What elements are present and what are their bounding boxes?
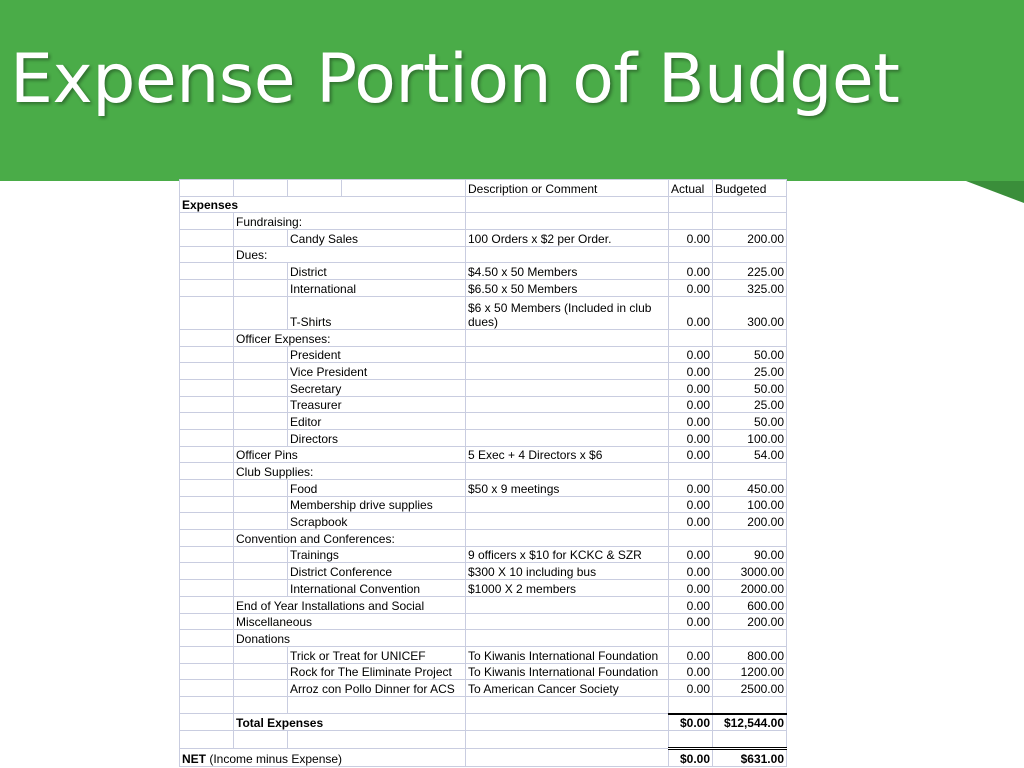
row-description: 5 Exec + 4 Directors x $6 <box>466 446 669 463</box>
row-label: Treasurer <box>288 396 466 413</box>
row-budgeted: 50.00 <box>713 379 787 396</box>
table-row <box>180 613 787 630</box>
row-budgeted: 90.00 <box>713 546 787 563</box>
row-description <box>466 379 669 396</box>
table-row <box>180 396 787 413</box>
row-description <box>466 246 669 263</box>
row-budgeted <box>713 213 787 230</box>
table-row <box>180 480 787 497</box>
row-description: 9 officers x $10 for KCKC & SZR <box>466 546 669 563</box>
row-budgeted <box>713 630 787 647</box>
row-actual: 0.00 <box>669 413 713 430</box>
row-budgeted: 2000.00 <box>713 580 787 597</box>
row-budgeted: 25.00 <box>713 396 787 413</box>
row-label: Club Supplies: <box>234 463 466 480</box>
row-label: Vice President <box>288 363 466 380</box>
row-budgeted: 2500.00 <box>713 680 787 697</box>
table-row <box>180 596 787 613</box>
row-description <box>466 363 669 380</box>
row-budgeted <box>713 463 787 480</box>
row-actual: 0.00 <box>669 480 713 497</box>
header-description: Description or Comment <box>466 180 669 197</box>
table-row <box>180 379 787 396</box>
row-actual: 0.00 <box>669 546 713 563</box>
row-description <box>466 463 669 480</box>
table-row <box>180 513 787 530</box>
row-description <box>466 213 669 230</box>
table-row <box>180 563 787 580</box>
table-row <box>180 680 787 697</box>
table-row <box>180 646 787 663</box>
section-row <box>180 196 787 213</box>
row-budgeted: 200.00 <box>713 513 787 530</box>
table-row <box>180 429 787 446</box>
row-description: To American Cancer Society <box>466 680 669 697</box>
row-label: Miscellaneous <box>234 613 466 630</box>
table-row <box>180 463 787 480</box>
row-budgeted: 50.00 <box>713 346 787 363</box>
table-row <box>180 329 787 346</box>
row-description <box>466 429 669 446</box>
row-label: Officer Pins <box>234 446 466 463</box>
row-actual: 0.00 <box>669 230 713 247</box>
row-actual: 0.00 <box>669 379 713 396</box>
row-budgeted: 325.00 <box>713 280 787 297</box>
row-actual: 0.00 <box>669 580 713 597</box>
row-label: End of Year Installations and Social <box>234 596 466 613</box>
net-label <box>180 749 466 767</box>
row-description <box>466 496 669 513</box>
row-description <box>466 530 669 547</box>
row-label: T-Shirts <box>288 296 466 329</box>
row-budgeted: 1200.00 <box>713 663 787 680</box>
table-row <box>180 446 787 463</box>
row-description: $4.50 x 50 Members <box>466 263 669 280</box>
header-actual: Actual <box>669 180 713 197</box>
row-budgeted: 225.00 <box>713 263 787 280</box>
row-budgeted: 100.00 <box>713 496 787 513</box>
row-actual: 0.00 <box>669 563 713 580</box>
row-label: International <box>288 280 466 297</box>
row-label: Directors <box>288 429 466 446</box>
net-row <box>180 749 787 767</box>
row-description: To Kiwanis International Foundation <box>466 663 669 680</box>
blank-row <box>180 731 787 749</box>
row-actual: 0.00 <box>669 596 713 613</box>
row-description <box>466 613 669 630</box>
row-actual: 0.00 <box>669 429 713 446</box>
row-description <box>466 596 669 613</box>
section-label: Expenses <box>180 196 466 213</box>
row-budgeted: 25.00 <box>713 363 787 380</box>
row-description: $50 x 9 meetings <box>466 480 669 497</box>
header-budgeted: Budgeted <box>713 180 787 197</box>
row-budgeted <box>713 246 787 263</box>
row-description <box>466 630 669 647</box>
row-description: To Kiwanis International Foundation <box>466 646 669 663</box>
row-budgeted <box>713 329 787 346</box>
table-row <box>180 246 787 263</box>
row-description: 100 Orders x $2 per Order. <box>466 230 669 247</box>
net-budgeted: $631.00 <box>713 749 787 767</box>
table-row <box>180 363 787 380</box>
row-label: Editor <box>288 413 466 430</box>
row-budgeted: 450.00 <box>713 480 787 497</box>
row-actual <box>669 329 713 346</box>
table-row <box>180 546 787 563</box>
row-actual: 0.00 <box>669 346 713 363</box>
row-actual <box>669 530 713 547</box>
row-label: International Convention <box>288 580 466 597</box>
table-row <box>180 530 787 547</box>
row-actual: 0.00 <box>669 613 713 630</box>
slide-title: Expense Portion of Budget <box>10 40 900 119</box>
row-budgeted: 200.00 <box>713 613 787 630</box>
row-actual: 0.00 <box>669 496 713 513</box>
row-description <box>466 346 669 363</box>
row-actual <box>669 246 713 263</box>
total-label: Total Expenses <box>234 714 466 731</box>
row-budgeted: 600.00 <box>713 596 787 613</box>
row-label: Candy Sales <box>288 230 466 247</box>
row-actual: 0.00 <box>669 263 713 280</box>
table-row <box>180 630 787 647</box>
row-label: Fundraising: <box>234 213 466 230</box>
row-label: District Conference <box>288 563 466 580</box>
table-row <box>180 346 787 363</box>
row-actual: 0.00 <box>669 280 713 297</box>
row-budgeted: 50.00 <box>713 413 787 430</box>
row-label: Arroz con Pollo Dinner for ACS <box>288 680 466 697</box>
row-budgeted: 300.00 <box>713 296 787 329</box>
row-actual: 0.00 <box>669 396 713 413</box>
row-actual: 0.00 <box>669 646 713 663</box>
row-actual: 0.00 <box>669 363 713 380</box>
table-row <box>180 230 787 247</box>
net-label-bold: NET <box>182 751 206 766</box>
row-description: $6 x 50 Members (Included in club dues) <box>466 296 669 329</box>
total-budgeted: $12,544.00 <box>713 714 787 731</box>
row-actual <box>669 213 713 230</box>
budget-table <box>179 179 787 767</box>
row-label: Dues: <box>234 246 466 263</box>
table-row <box>180 580 787 597</box>
row-label: Donations <box>234 630 466 647</box>
row-label: Secretary <box>288 379 466 396</box>
row-actual: 0.00 <box>669 513 713 530</box>
row-label: District <box>288 263 466 280</box>
table-row <box>180 496 787 513</box>
row-description <box>466 329 669 346</box>
row-actual: 0.00 <box>669 446 713 463</box>
row-description: $1000 X 2 members <box>466 580 669 597</box>
row-actual: 0.00 <box>669 680 713 697</box>
row-label: Trick or Treat for UNICEF <box>288 646 466 663</box>
total-actual: $0.00 <box>669 714 713 731</box>
row-actual <box>669 630 713 647</box>
table-row <box>180 213 787 230</box>
banner-tail <box>966 181 1024 203</box>
row-description <box>466 413 669 430</box>
row-label: Rock for The Eliminate Project <box>288 663 466 680</box>
row-description: $300 X 10 including bus <box>466 563 669 580</box>
row-label: Food <box>288 480 466 497</box>
row-budgeted <box>713 530 787 547</box>
row-label: Trainings <box>288 546 466 563</box>
row-budgeted: 800.00 <box>713 646 787 663</box>
row-actual <box>669 463 713 480</box>
row-budgeted: 3000.00 <box>713 563 787 580</box>
row-label: Membership drive supplies <box>288 496 466 513</box>
row-budgeted: 200.00 <box>713 230 787 247</box>
net-label-rest: (Income minus Expense) <box>206 751 343 766</box>
header-row <box>180 180 787 197</box>
row-budgeted: 100.00 <box>713 429 787 446</box>
row-description <box>466 513 669 530</box>
row-description <box>466 396 669 413</box>
row-description: $6.50 x 50 Members <box>466 280 669 297</box>
table-row <box>180 296 787 329</box>
row-budgeted: 54.00 <box>713 446 787 463</box>
table-row <box>180 413 787 430</box>
row-actual: 0.00 <box>669 663 713 680</box>
row-label: President <box>288 346 466 363</box>
table-row <box>180 280 787 297</box>
table-row <box>180 263 787 280</box>
row-actual: 0.00 <box>669 296 713 329</box>
blank-row <box>180 696 787 713</box>
row-label: Scrapbook <box>288 513 466 530</box>
table-row <box>180 663 787 680</box>
row-label: Officer Expenses: <box>234 329 466 346</box>
total-row <box>180 714 787 731</box>
row-label: Convention and Conferences: <box>234 530 466 547</box>
net-actual: $0.00 <box>669 749 713 767</box>
